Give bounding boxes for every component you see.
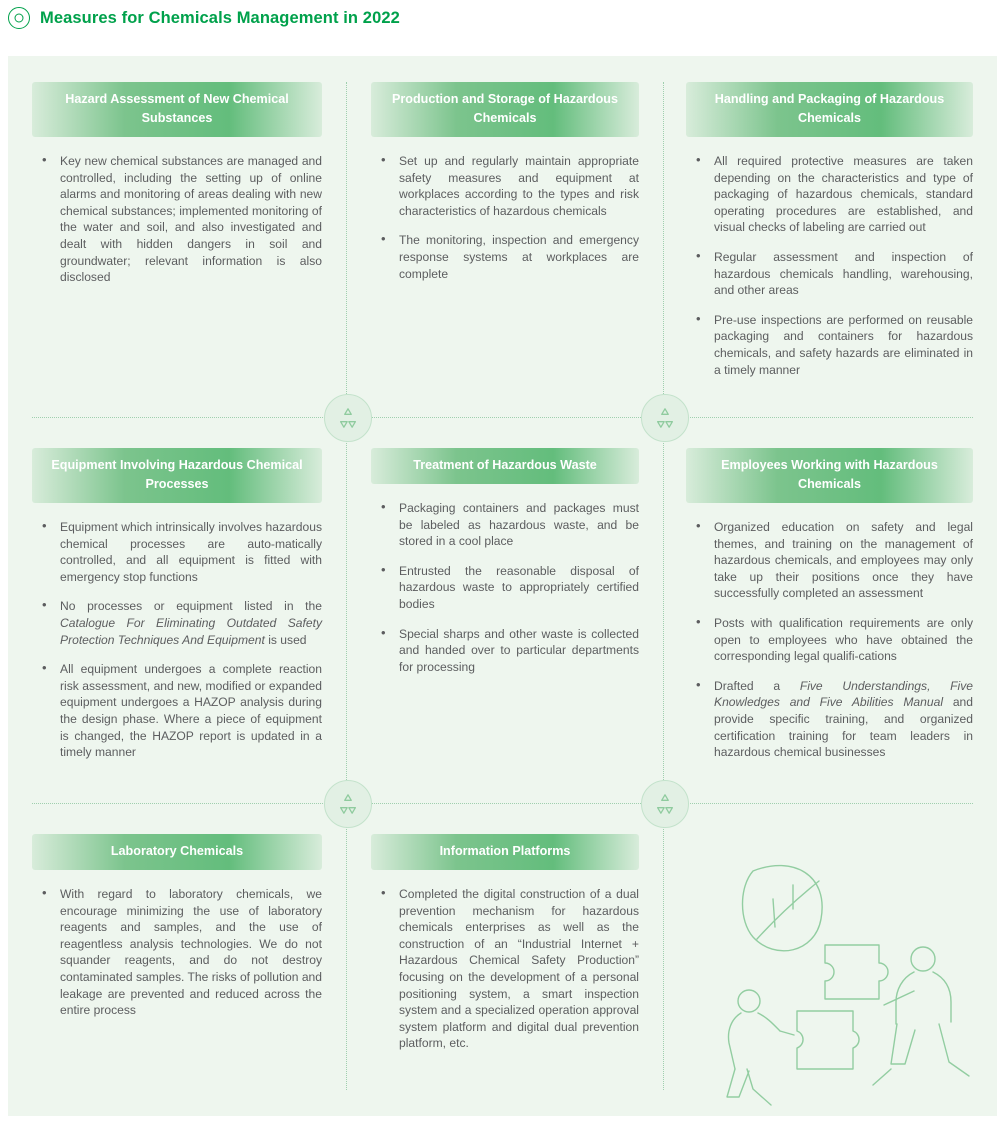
page-title: Measures for Chemicals Management in 2022 <box>40 8 400 27</box>
recycle-icon <box>335 791 361 817</box>
card-bullet-list <box>371 886 639 1052</box>
list-item: • Entrusted the reasonable disposal of hazardous waste to appropriately certified bodies <box>371 563 639 613</box>
card-laboratory-chemicals <box>32 834 322 1032</box>
recycle-badge-3 <box>324 780 372 828</box>
card-bullet-list <box>686 153 973 378</box>
card-bullet-list <box>371 153 639 282</box>
list-item: • Organized education on safety and legal themes, and training on the management of hazardous chemicals, and employees may only take up their positions once they have successfully completed an assessment <box>686 519 973 602</box>
card-title: Laboratory Chemicals <box>32 834 322 870</box>
list-item: • All equipment undergoes a complete reaction risk assessment, and new, modified or expanded equipment undergoes a HAZOP analysis during the design phase. Where a piece of equipment is changed, the HAZOP report is updated in a timely manner <box>32 661 322 761</box>
recycle-badge-2 <box>641 394 689 442</box>
italic-phrase: Five Understandings, Five Knowledges and Five Abilities Manual <box>714 678 973 710</box>
people-assembling-puzzle-with-leaf-icon <box>701 841 991 1116</box>
card-hazardous-waste <box>371 448 639 688</box>
recycle-badge-1 <box>324 394 372 442</box>
list-item: • With regard to laboratory chemicals, we encourage minimizing the use of laboratory reagents and samples, and the use of reagentless analysis technologies. We do not squander reagents, and do not destroy contaminated samples. The risks of pollution and leakage are prevented and reduced across the entire process <box>32 886 322 1019</box>
list-item: • Special sharps and other waste is collected and handed over to particular departments for processing <box>371 626 639 676</box>
list-item: • Packaging containers and packages must be labeled as hazardous waste, and be stored in a cool place <box>371 500 639 550</box>
list-item: • Set up and regularly maintain appropriate safety measures and equipment at workplaces according to the types and risk characteristics of hazardous chemicals <box>371 153 639 219</box>
card-title: Treatment of Hazardous Waste <box>371 448 639 484</box>
target-circle-icon <box>8 7 30 29</box>
card-handling-packaging <box>686 82 973 391</box>
recycle-icon <box>335 405 361 431</box>
list-item: • Key new chemical substances are managed and controlled, including the setting up of online alarms and monitoring of areas dealing with new chemical substances; implemented monitoring of the water and soil, and also investigated and dealt with hidden dangers in soil and groundwater; relevant information is also disclosed <box>32 153 322 286</box>
card-hazard-assessment <box>32 82 322 299</box>
italic-phrase: Catalogue For Eliminating Outdated Safety Protection Techniques And Equipment <box>60 615 322 647</box>
list-item: • Regular assessment and inspection of hazardous chemicals handling, warehousing, and other areas <box>686 249 973 299</box>
card-bullet-list <box>371 500 639 675</box>
card-title: Equipment Involving Hazardous Chemical Processes <box>32 448 322 503</box>
card-title: Production and Storage of Hazardous Chemicals <box>371 82 639 137</box>
card-title: Information Platforms <box>371 834 639 870</box>
recycle-badge-4 <box>641 780 689 828</box>
list-item: • Pre-use inspections are performed on reusable packaging and containers for hazardous chemicals, and safety hazards are eliminated in a timely manner <box>686 312 973 378</box>
card-employees-working <box>686 448 973 774</box>
list-item: • All required protective measures are taken depending on the characteristics and type of packaging of hazardous chemicals, standard operating procedures are established, and visual checks of labeling are carried out <box>686 153 973 236</box>
list-item: • The monitoring, inspection and emergency response systems at workplaces are complete <box>371 232 639 282</box>
card-production-storage <box>371 82 639 295</box>
list-item: • No processes or equipment listed in the Catalogue For Eliminating Outdated Safety Protection Techniques And Equipment is used <box>32 598 322 648</box>
recycle-icon <box>652 791 678 817</box>
list-item: • Drafted a Five Understandings, Five Knowledges and Five Abilities Manual and provide specific training, and organized certification training for team leaders in hazardous chemical businesses <box>686 678 973 761</box>
card-title: Employees Working with Hazardous Chemicals <box>686 448 973 503</box>
list-item: • Posts with qualification requirements are only open to employees who have obtained the corresponding legal qualifi-cations <box>686 615 973 665</box>
card-bullet-list <box>686 519 973 761</box>
card-title: Handling and Packaging of Hazardous Chemicals <box>686 82 973 137</box>
list-item: • Equipment which intrinsically involves hazardous chemical processes are auto-matically controlled, and all equipment is fitted with emergency stop functions <box>32 519 322 585</box>
card-title: Hazard Assessment of New Chemical Substances <box>32 82 322 137</box>
list-item: • Completed the digital construction of a dual prevention mechanism for hazardous chemicals enterprises as well as the construction of an “Industrial Internet + Hazardous Chemical Safety Production” focusing on the development of a personal positioning system, a smart inspection system and a specialized operation approval system platform and digital dual prevention platform, etc. <box>371 886 639 1052</box>
measures-panel <box>8 56 997 1116</box>
page-header <box>0 0 1005 36</box>
card-bullet-list <box>32 153 322 286</box>
card-equipment-processes <box>32 448 322 774</box>
card-information-platforms <box>371 834 639 1065</box>
card-bullet-list <box>32 886 322 1019</box>
recycle-icon <box>652 405 678 431</box>
card-bullet-list <box>32 519 322 761</box>
